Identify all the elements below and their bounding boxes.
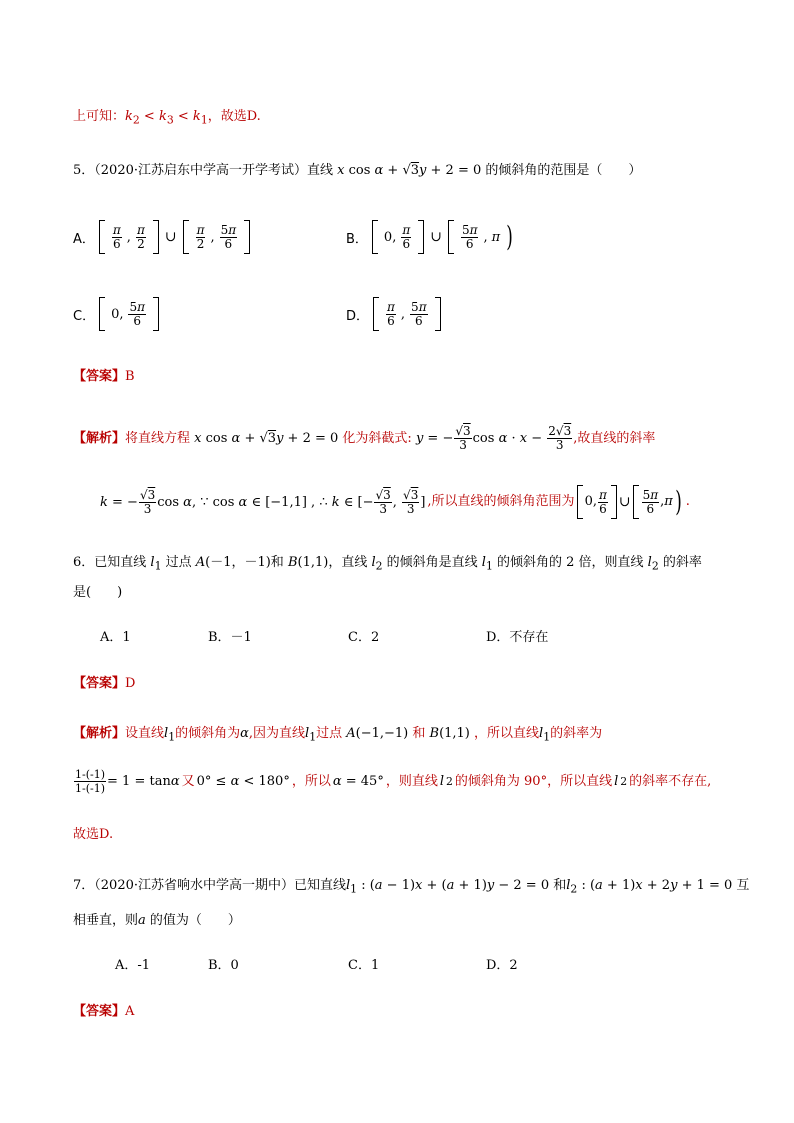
q6-stem-2: 是( ): [73, 585, 123, 600]
q5-analysis-1: 【解析】将直线方程 x cos α + √3y + 2 = 0 化为斜截式: y = − $\frac{√3}{3}$ cos α · x − $\frac{2√3}{3}$ ,故直线的斜率: [73, 424, 656, 452]
q6-analysis-3: 故选D.: [73, 827, 114, 842]
q5-option-a: A． $\frac{\pi}{6}$ , $\frac{\pi}{2}$ ∪ $\frac{\pi}{2}$ , $\frac{5\pi}{6}$: [73, 220, 250, 254]
q5-option-b: B． 0, $\frac{\pi}{6}$ ∪ $\frac{5\pi}{6}$ , π ): [346, 220, 513, 253]
analysis-tag: 【解析】: [73, 431, 126, 446]
q7-stem-1: 7．（2020·江苏省响水中学高一期中）已知直线$l_1$ : (a − 1)x + (a + 1)y − 2 = 0 和$l_2$ : (a + 1)x + 2y + 1 = 0 互: [73, 878, 750, 896]
q6-answer: [73, 675, 135, 693]
q6-option-c: C．2: [348, 630, 380, 645]
q7-option-c: C．1: [348, 958, 380, 973]
q7-answer: [73, 1003, 134, 1021]
q7-option-b: B．0: [208, 958, 239, 973]
q5-stem: 5．（2020·江苏启东中学高一开学考试）直线 x cos α + √3y + 2 = 0 的倾斜角的范围是（ ）: [73, 163, 642, 178]
q7-option-a: A．-1: [115, 958, 151, 973]
q6-analysis-2: $\frac{1-(-1)}{1-(-1)}$ = 1 = tan α 又 0° ≤ α < 180° ，所以 α = 45° ，则直线 l 2 的倾斜角为 90°，所以直线 l 2 的斜率不存在,: [75, 768, 712, 795]
answer-tag: 【答案】: [73, 676, 126, 691]
q6-option-a: A．1: [100, 630, 131, 645]
answer-tag: 【答案】: [73, 369, 126, 384]
analysis-tag: 【解析】: [73, 726, 126, 741]
q6-analysis-1: 【解析】设直线$l_1$的倾斜角为α,因为直线$l_1$过点 A(−1,−1) 和 B(1,1) ，所以直线$l_1$的斜率为: [73, 726, 603, 744]
q5-option-c: C． 0, $\frac{5\pi}{6}$: [73, 297, 159, 331]
answer-value: A: [125, 1004, 135, 1019]
q6-option-d: D．不存在: [486, 630, 549, 645]
answer-value: D: [125, 676, 136, 691]
q5-option-d: D． $\frac{\pi}{6}$ , $\frac{5\pi}{6}$: [346, 297, 441, 331]
q6-option-b: B．－1: [208, 630, 252, 645]
q5-analysis-2: k = − $\frac{√3}{3}$ cos α, ∵ cos α ∈ [−1,1] , ∴ k ∈ [− $\frac{√3}{3}$ , $\frac{√3}{3}$ ] ,所以直线的倾斜角范围为 0, $\frac{\pi}{6}$ ∪ $\frac{5\pi}{6}$ , π ) .: [100, 485, 690, 518]
answer-value: B: [125, 369, 135, 384]
answer-tag: 【答案】: [73, 1004, 126, 1019]
prev-conclusion: 上可知：$k_2 < k_3 < k_1$，故选D.: [73, 109, 261, 127]
q6-stem-1: 6．已知直线 $l_1$ 过点 A(－1，－1)和 B(1,1)，直线 $l_2$ 的倾斜角是直线 $l_1$ 的倾斜角的 2 倍，则直线 $l_2$ 的斜率: [73, 555, 702, 573]
q7-stem-2: 相垂直，则a 的值为（ ）: [73, 913, 241, 928]
q5-answer: [73, 368, 135, 386]
q7-option-d: D．2: [486, 958, 518, 973]
